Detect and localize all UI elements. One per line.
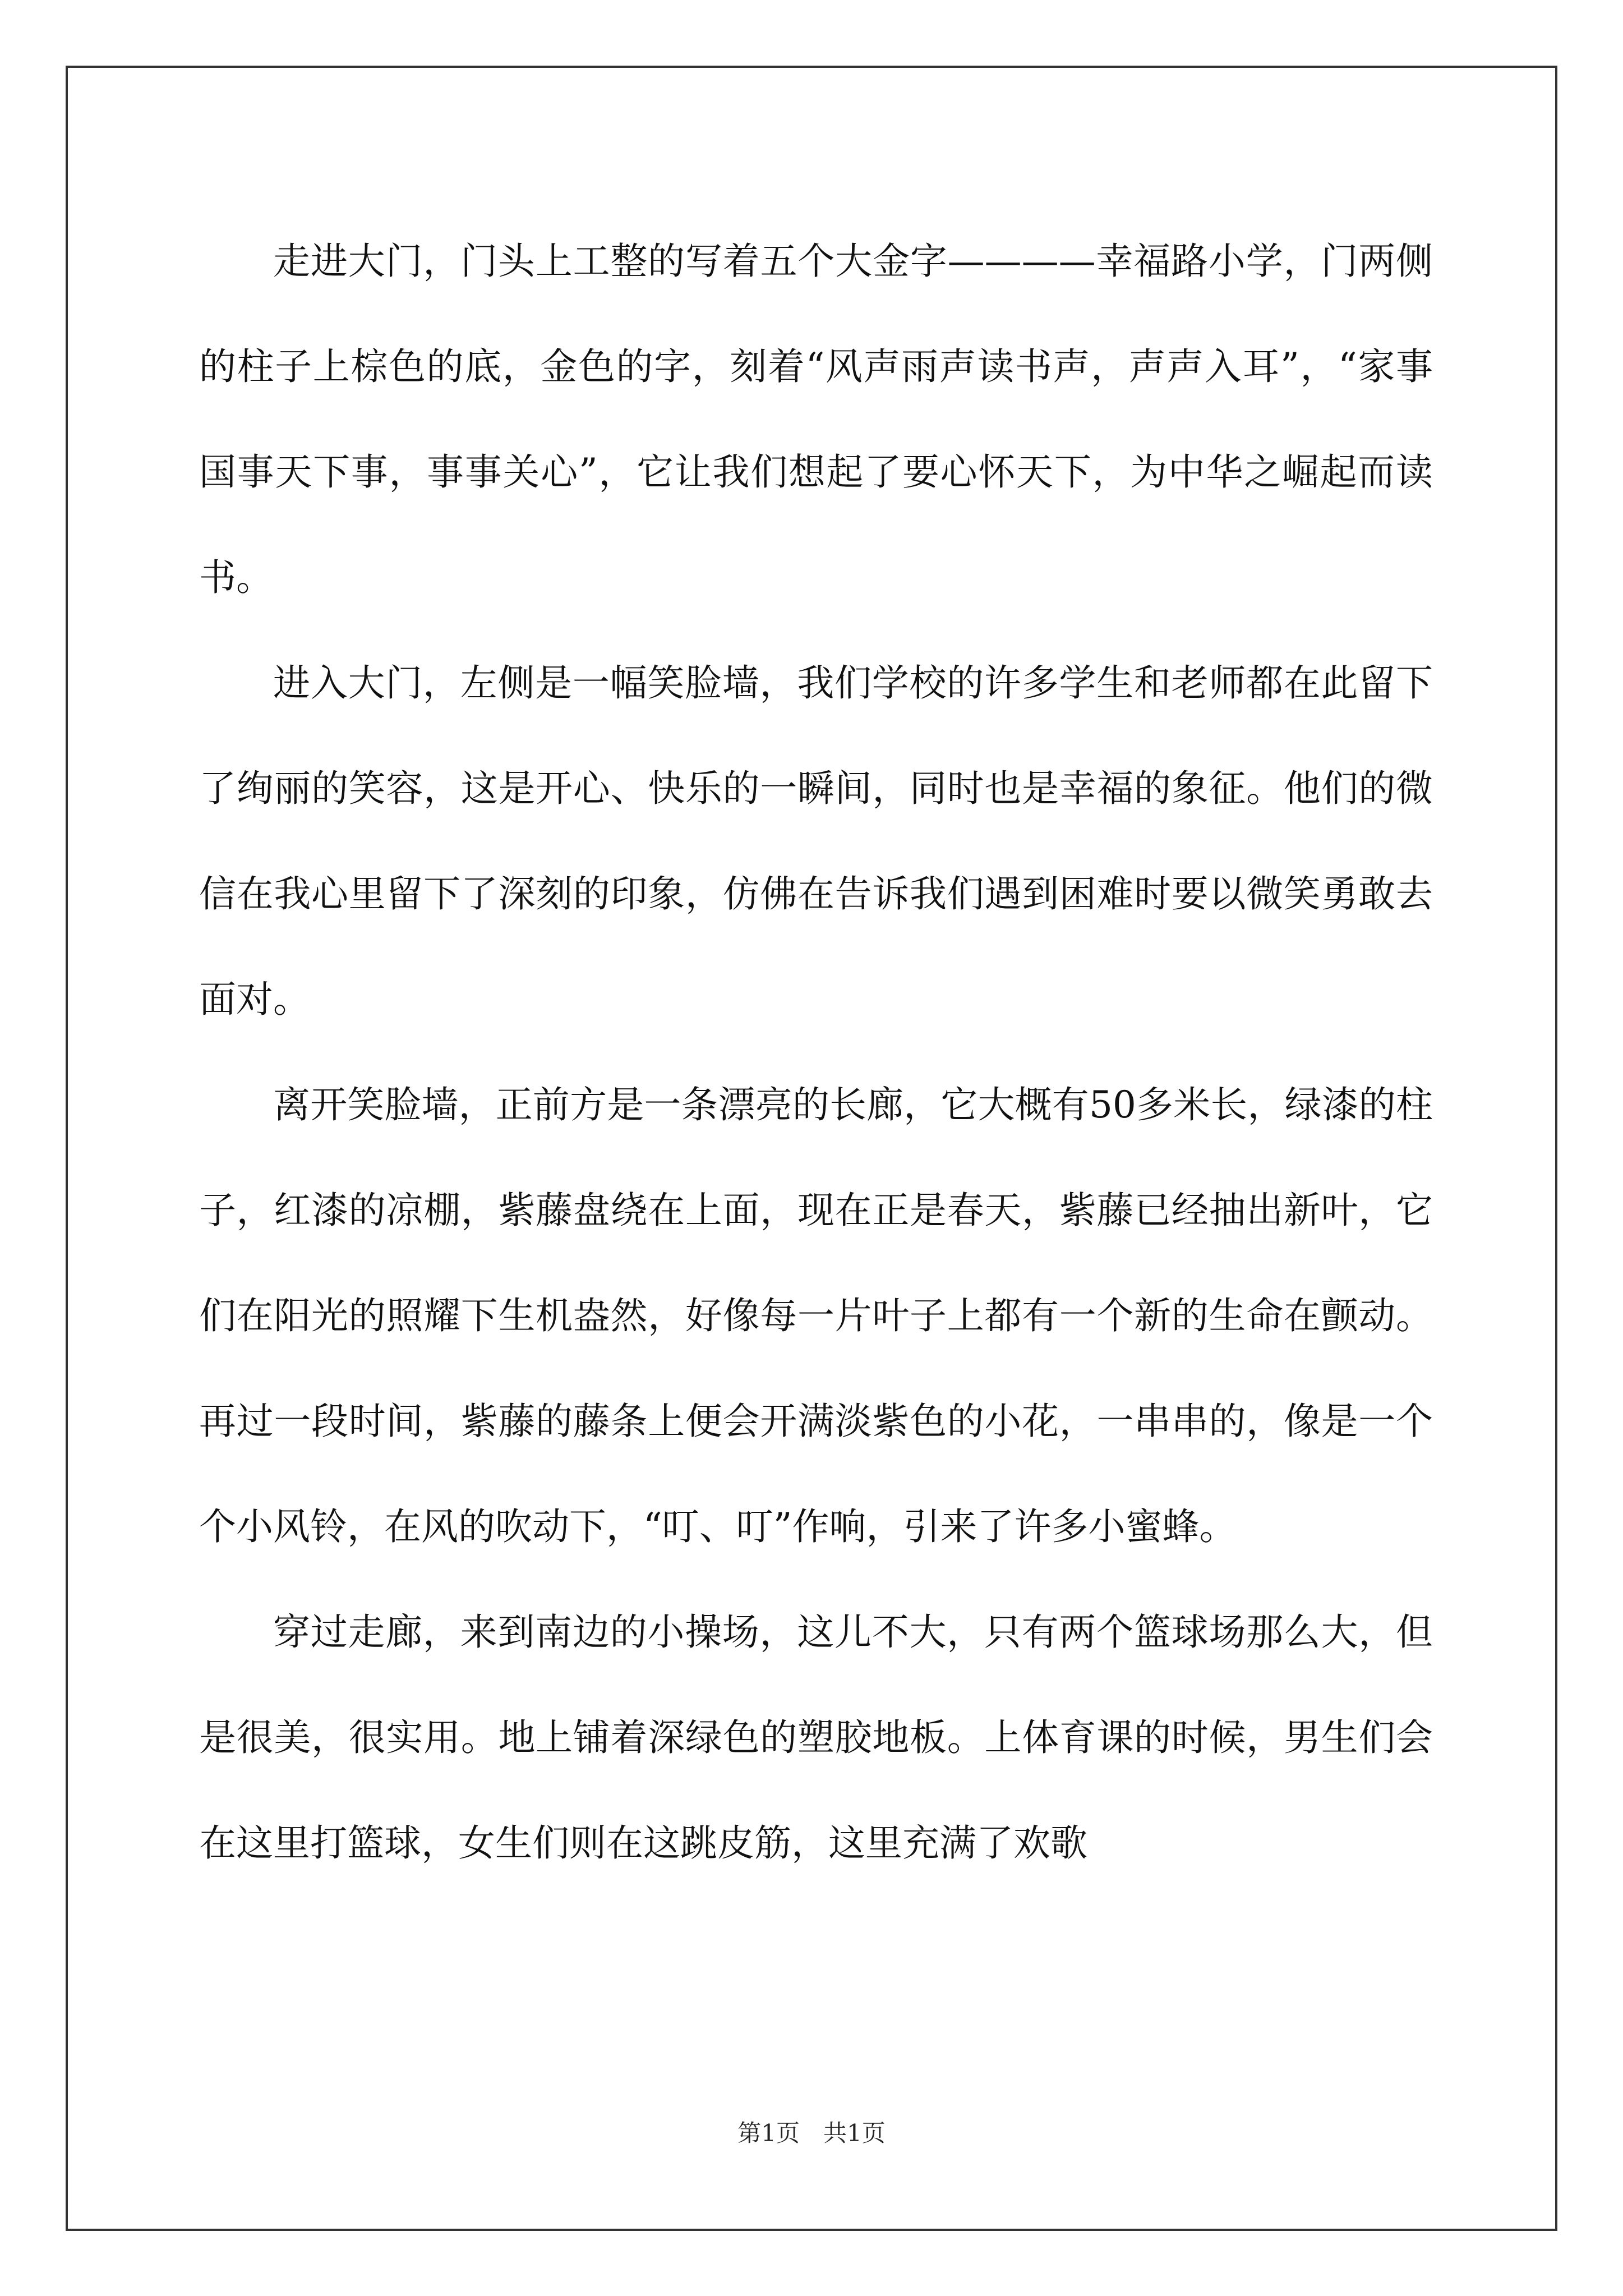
paragraph-3: 离开笑脸墙，正前方是一条漂亮的长廊，它大概有50多米长，绿漆的柱子，红漆的凉棚，紫藤盘绕在上面，现在正是春天，紫藤已经抽出新叶，它们在阳光的照耀下生机盎然，好像每一片叶子上都有一个新的生命在颤动。再过一段时间，紫藤的藤条上便会开满淡紫色的小花，一串串的，像是一个个小风铃，在风的吹动下，“叮、叮”作响，引来了许多小蜜蜂。 [199,1083,1433,1548]
paragraph-2: 进入大门，左侧是一幅笑脸墙，我们学校的许多学生和老师都在此留下了绚丽的笑容，这是开心、快乐的一瞬间，同时也是幸福的象征。他们的微信在我心里留下了深刻的印象，仿佛在告诉我们遇到困难时要以微笑勇敢去面对。 [199,661,1433,1021]
document-body [199,209,1433,1896]
paragraph-1: 走进大门，门头上工整的写着五个大金字————幸福路小学，门两侧的柱子上棕色的底，金色的字，刻着“风声雨声读书声，声声入耳”，“家事国事天下事，事事关心”，它让我们想起了要心怀天下，为中华之崛起而读书。 [199,240,1433,599]
page-footer: 第1页 共1页 [737,2119,886,2147]
paragraph-4: 穿过走廊，来到南边的小操场，这儿不大，只有两个篮球场那么大，但是很美，很实用。地上铺着深绿色的塑胶地板。上体育课的时候，男生们会在这里打篮球，女生们则在这跳皮筋，这里充满了欢歌 [199,1611,1433,1865]
